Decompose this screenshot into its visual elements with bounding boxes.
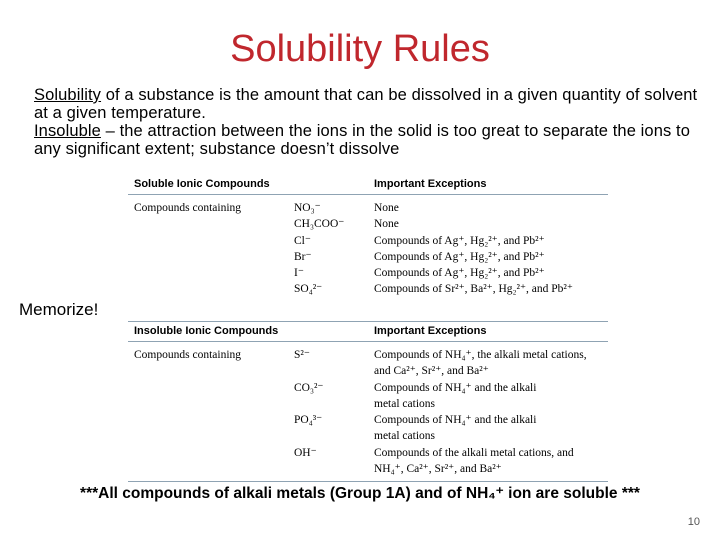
exception-cell: Compounds of NH₄⁺ and the alkali metal cations xyxy=(374,414,537,443)
exception-cell: Compounds of the alkali metal cations, and NH₄⁺, Ca²⁺, Sr²⁺, and Ba²⁺ xyxy=(374,446,574,476)
exception-cell: Compounds of NH₄⁺ and the alkali metal cations xyxy=(374,381,537,410)
exception-cell: Compounds of Sr²⁺, Ba²⁺, Hg₂²⁺, and Pb²⁺ xyxy=(374,283,573,296)
insoluble-text: – the attraction between the ions in the solid is too great to separate the ions to any significant extent; substance doesn’t dissolve xyxy=(34,122,690,158)
ion-cell: CH₃COO⁻ xyxy=(294,218,345,231)
memorize-label: Memorize! xyxy=(19,300,99,319)
row-label: Compounds containing xyxy=(134,349,242,361)
page-number: 10 xyxy=(687,516,700,528)
footer-note: ***All compounds of alkali metals (Group 1A) and of NH₄⁺ ion are soluble *** xyxy=(80,485,640,502)
ion-cell: SO₄²⁻ xyxy=(294,283,323,296)
header-insoluble-compounds: Insoluble Ionic Compounds xyxy=(134,325,279,338)
ion-cell: PO₄³⁻ xyxy=(294,414,323,427)
exception-cell: Compounds of Ag⁺, Hg₂²⁺, and Pb²⁺ xyxy=(374,234,545,247)
insoluble-table-body xyxy=(128,342,608,481)
exception-cell: Compounds of Ag⁺, Hg₂²⁺, and Pb²⁺ xyxy=(374,250,545,263)
insoluble-term: Insoluble xyxy=(34,122,101,140)
intro-text xyxy=(34,86,710,158)
ion-cell: I⁻ xyxy=(294,267,304,280)
header-soluble-compounds: Soluble Ionic Compounds xyxy=(134,178,270,191)
ion-cell: NO₃⁻ xyxy=(294,202,321,214)
header-exceptions: Important Exceptions xyxy=(374,325,487,338)
exception-cell: Compounds of NH₄⁺, the alkali metal cations, and Ca²⁺, Sr²⁺, and Ba²⁺ xyxy=(374,349,587,378)
slide-title: Solubility Rules xyxy=(230,28,490,70)
insoluble-definition xyxy=(34,122,710,158)
soluble-table-header xyxy=(128,175,608,194)
row-label: Compounds containing xyxy=(134,202,242,214)
ion-cell: OH⁻ xyxy=(294,446,317,459)
ion-cell: Br⁻ xyxy=(294,250,312,263)
soluble-table xyxy=(128,175,608,318)
solubility-term: Solubility xyxy=(34,86,102,104)
insoluble-table xyxy=(128,321,608,482)
solubility-text: of a substance is the amount that can be dissolved in a given quantity of solvent at a given temperature. xyxy=(34,86,698,122)
soluble-table-body xyxy=(128,195,608,318)
ion-cell: S²⁻ xyxy=(294,349,310,361)
solubility-definition xyxy=(34,86,710,122)
exception-cell: None xyxy=(374,218,399,231)
ion-cell: Cl⁻ xyxy=(294,234,311,247)
ion-cell: CO₃²⁻ xyxy=(294,381,324,394)
insoluble-table-header xyxy=(128,322,608,341)
exception-cell: None xyxy=(374,202,399,214)
exception-cell: Compounds of Ag⁺, Hg₂²⁺, and Pb²⁺ xyxy=(374,267,545,280)
header-exceptions: Important Exceptions xyxy=(374,178,487,191)
